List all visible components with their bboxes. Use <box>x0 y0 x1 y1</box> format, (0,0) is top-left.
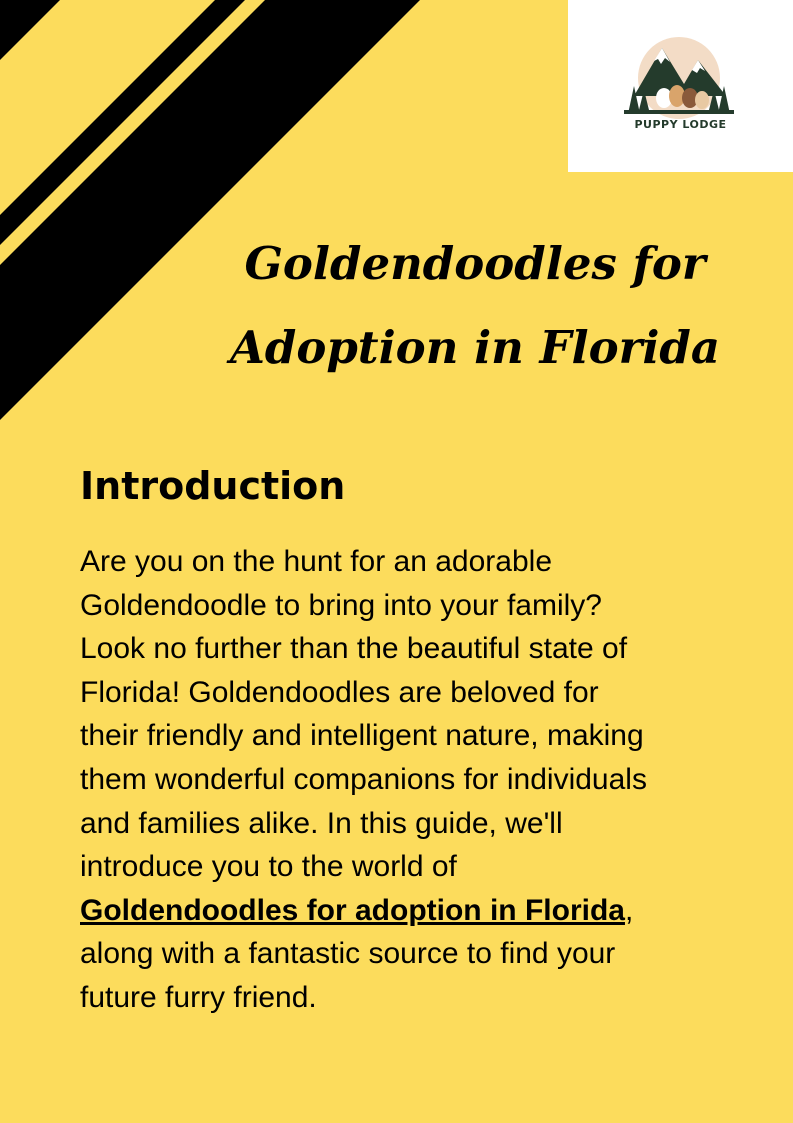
section-heading: Introduction <box>80 464 346 508</box>
intro-text-after-link: , along with a fantastic source to find your future furry friend. <box>80 893 634 1014</box>
intro-paragraph <box>80 540 770 1020</box>
black-stripe-upper <box>0 0 60 60</box>
intro-text-before-link: Are you on the hunt for an adorable Goldendoodle to bring into your family? Look no further than the beautiful state of Florida! Goldendoodles are beloved for their friendly and intelligent nature, making them wonderful companions for individuals and families alike. In this guide, we'll introduce you to the world of <box>80 545 647 884</box>
goldendoodles-adoption-link[interactable]: Goldendoodles for adoption in Florida <box>80 893 625 927</box>
page-title: Goldendoodles for Adoption in Florida <box>229 237 721 374</box>
logo-text: PUPPY LODGE <box>634 118 727 131</box>
puppy-lodge-logo-icon <box>620 34 738 122</box>
